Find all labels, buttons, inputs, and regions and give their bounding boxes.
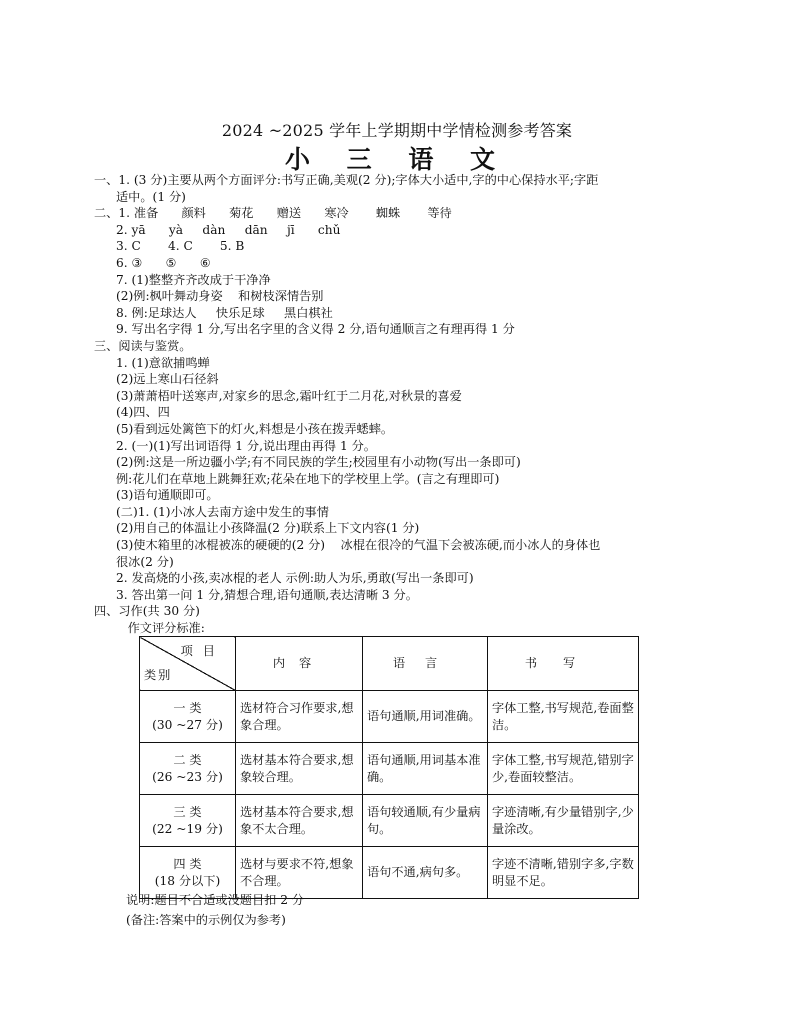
answer-line: 很冰(2 分): [116, 554, 174, 569]
language-cell: 语句通顺,用词基本准确。: [363, 743, 488, 795]
answer-line: 8. 例:足球达人 快乐足球 黑白棋社: [116, 305, 333, 320]
content-cell: 选材基本符合要求,想象不太合理。: [236, 795, 363, 847]
language-cell: 语句不通,病句多。: [363, 847, 488, 899]
writing-cell: 字迹清晰,有少量错别字,少量涂改。: [488, 795, 639, 847]
answer-line: 1. (1)意欲捕鸣蝉: [116, 355, 210, 370]
answer-body: [96, 172, 696, 637]
category-range: (30 ~27 分): [152, 717, 223, 732]
answer-line: 适中。(1 分): [116, 189, 186, 204]
content-cell: 选材与要求不符,想象不合理。: [236, 847, 363, 899]
category-name: 四 类: [173, 856, 202, 871]
answer-line: 3. 答出第一问 1 分,猜想合理,语句通顺,表达清晰 3 分。: [116, 587, 418, 602]
answer-line: 2. yā yà dàn dān jī chǔ: [116, 222, 341, 237]
answer-line: 例:花儿们在草地上跳舞狂欢;花朵在地下的学校里上学。(言之有理即可): [116, 471, 500, 486]
header-category-label: 类别: [144, 668, 173, 683]
answer-line: 四、习作(共 30 分): [94, 604, 200, 619]
remark-note: (备注:答案中的示例仅为参考): [126, 913, 286, 927]
category-name: 一 类: [173, 700, 202, 715]
answer-line: 作文评分标准:: [116, 621, 205, 636]
header-language: 语言: [363, 637, 488, 691]
answer-line: (3)使木箱里的冰棍被冻的硬硬的(2 分) 冰棍在很冷的气温下会被冻硬,而小冰人的身体也: [116, 538, 601, 553]
diagonal-header-cell: [140, 637, 236, 691]
answer-line: 3. C 4. C 5. B: [116, 239, 245, 254]
notes: [126, 890, 304, 930]
document-title: 2024 ~2025 学年上学期期中学情检测参考答案: [221, 121, 573, 140]
answer-line: (2)用自己的体温让小孩降温(2 分)联系上下文内容(1 分): [116, 521, 420, 536]
category-range: (26 ~23 分): [152, 769, 223, 784]
answer-line: (二)1. (1)小冰人去南方途中发生的事情: [116, 504, 329, 519]
answer-line: (5)看到远处篱笆下的灯火,料想是小孩在拨弄蟋蟀。: [116, 421, 394, 436]
writing-cell: 字体工整,书写规范,卷面整洁。: [488, 691, 639, 743]
answer-line: 6. ③ ⑤ ⑥: [116, 255, 211, 270]
header-content: 内容: [236, 637, 363, 691]
table-row: [140, 795, 639, 847]
category-range: (22 ~19 分): [152, 821, 223, 836]
language-cell: 语句较通顺,有少量病句。: [363, 795, 488, 847]
answer-line: 三、阅读与鉴赏。: [94, 338, 192, 353]
table-header-row: [140, 637, 639, 691]
language-cell: 语句通顺,用词准确。: [363, 691, 488, 743]
answer-line: (3)萧萧梧叶送寒声,对家乡的思念,霜叶红于二月花,对秋景的喜爱: [116, 388, 462, 403]
answer-line: 9. 写出名字得 1 分,写出名字里的含义得 2 分,语句通顺言之有理再得 1 分: [116, 322, 515, 337]
category-cell: [140, 795, 236, 847]
answer-line: 一、1. (3 分)主要从两个方面评分:书写正确,美观(2 分);字体大小适中,字的中心保持水平;字距: [94, 173, 599, 187]
content-cell: 选材符合习作要求,想象合理。: [236, 691, 363, 743]
answer-line: 2. 发高烧的小孩,卖冰棍的老人 示例:助人为乐,勇敢(写出一条即可): [116, 571, 474, 586]
answer-line: 2. (一)(1)写出词语得 1 分,说出理由再得 1 分。: [116, 438, 376, 453]
scoring-note: 说明:题目不合适或没题目扣 2 分: [126, 893, 305, 907]
content-cell: 选材基本符合要求,想象较合理。: [236, 743, 363, 795]
table-row: [140, 743, 639, 795]
answer-line: 7. (1)整整齐齐改成于干净净: [116, 272, 271, 287]
writing-cell: 字体工整,书写规范,错别字少,卷面较整洁。: [488, 743, 639, 795]
answer-line: (4)四、四: [116, 405, 170, 420]
scoring-table-container: [139, 636, 639, 899]
table-row: [140, 691, 639, 743]
subject-title: 小 三 语 文: [284, 145, 510, 174]
answer-line: (2)例:枫叶舞动身姿 和树枝深情告别: [116, 289, 324, 304]
category-range: (18 分以下): [154, 873, 221, 888]
category-cell: [140, 691, 236, 743]
answer-line: (2)远上寒山石径斜: [116, 372, 219, 387]
answer-line: (3)语句通顺即可。: [116, 488, 219, 503]
header-item-label: 项目: [180, 644, 225, 658]
category-name: 三 类: [173, 804, 202, 819]
writing-cell: 字迹不清晰,错别字多,字数明显不足。: [488, 847, 639, 899]
category-cell: [140, 743, 236, 795]
answer-line: (2)例:这是一所边疆小学;有不同民族的学生;校园里有小动物(写出一条即可): [116, 455, 521, 470]
answer-line: 二、1. 准备 颜料 菊花 赠送 寒冷 蜘蛛 等待: [94, 206, 452, 221]
scoring-table: [139, 636, 639, 899]
header-writing: 书写: [488, 637, 639, 691]
category-name: 二 类: [173, 752, 202, 767]
